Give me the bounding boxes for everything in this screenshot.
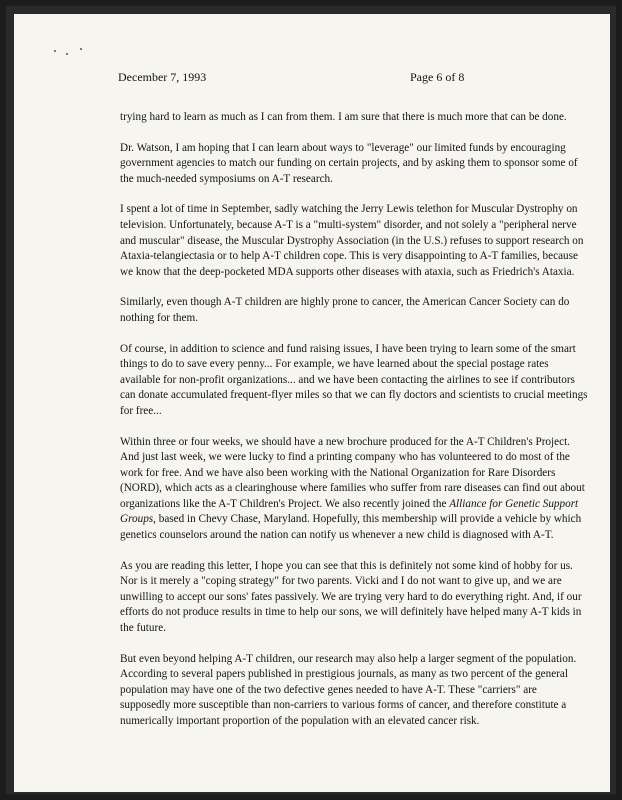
- paragraph: Within three or four weeks, we should have a new brochure produced for the A-T Children's Project. And just last week, we were lucky to find a printing company who has volunteered to do most of the work for free. And we have also been working with the National Organization for Rare Disorders (NORD), which acts as a clearinghouse where families who suffer from rare diseases can find out about organizations like the A-T Children's Project. We also recently joined the Alliance for Genetic Support Groups, based in Chevy Chase, Maryland. Hopefully, this membership will provide a vehicle by which genetics counselors around the nation can notify us whenever a new child is diagnosed with A-T.: [120, 435, 585, 542]
- alliance-name: Alliance for Genetic Support Groups: [120, 497, 579, 526]
- paragraph: Dr. Watson, I am hoping that I can learn about ways to "leverage" our limited funds by encouraging government agencies to match our funding on certain projects, and by asking them to sponsor some of the much-needed symposiums on A-T research.: [120, 141, 578, 185]
- paragraph: trying hard to learn as much as I can from them. I am sure that there is much more that can be done.: [120, 111, 567, 123]
- scan-frame: [6, 6, 616, 794]
- paragraph: But even beyond helping A-T children, our research may also help a larger segment of the population. According to several papers published in prestigious journals, as many as two percent of the general population may have one of the two defective genes needed to have A-T. These "carriers" are supposedly more susceptible than non-carriers to various forms of cancer, and therefore constitute a numerically important proportion of the population with an elevated cancer risk.: [120, 652, 577, 727]
- paragraph: As you are reading this letter, I hope you can see that this is definitely not some kind of hobby for us. Nor is it merely a "coping strategy" for two parents. Vicki and I do not want to give up, and we are unwilling to accept our sons' fates passively. We are trying very hard to do everything right. And, if our efforts do not produce results in time to help our sons, we will definitely have helped many A-T kids in the future.: [120, 559, 582, 635]
- letter-date: December 7, 1993: [118, 70, 207, 84]
- page-number: Page 6 of 8: [410, 70, 465, 84]
- letter-body: [120, 110, 590, 745]
- paragraph: Of course, in addition to science and fund raising issues, I have been trying to learn some of the smart things to do to save every penny... For example, we have learned about the special postage rates available for non-profit organizations... and we have been contacting the airlines to see if contributors can donate accumulated frequent-flyer miles so that we can fly doctors and scientists to crucial meetings for free...: [120, 342, 588, 417]
- paragraph: Similarly, even though A-T children are highly prone to cancer, the American Cancer Society can do nothing for them.: [120, 296, 570, 324]
- paragraph: I spent a lot of time in September, sadly watching the Jerry Lewis telethon for Muscular Dystrophy on television. Unfortunately, because A-T is a "multi-system" disorder, and not solely a "peripheral nerve and muscular" disease, the Muscular Dystrophy Association (in the U.S.) refuses to support research on Ataxia-telangiectasia or to help A-T children cope. This is very disappointing to A-T families, because we know that the deep-pocketed MDA supports other diseases with ataxia, such as Friedrich's Ataxia.: [120, 203, 584, 278]
- letter-page: [14, 14, 610, 792]
